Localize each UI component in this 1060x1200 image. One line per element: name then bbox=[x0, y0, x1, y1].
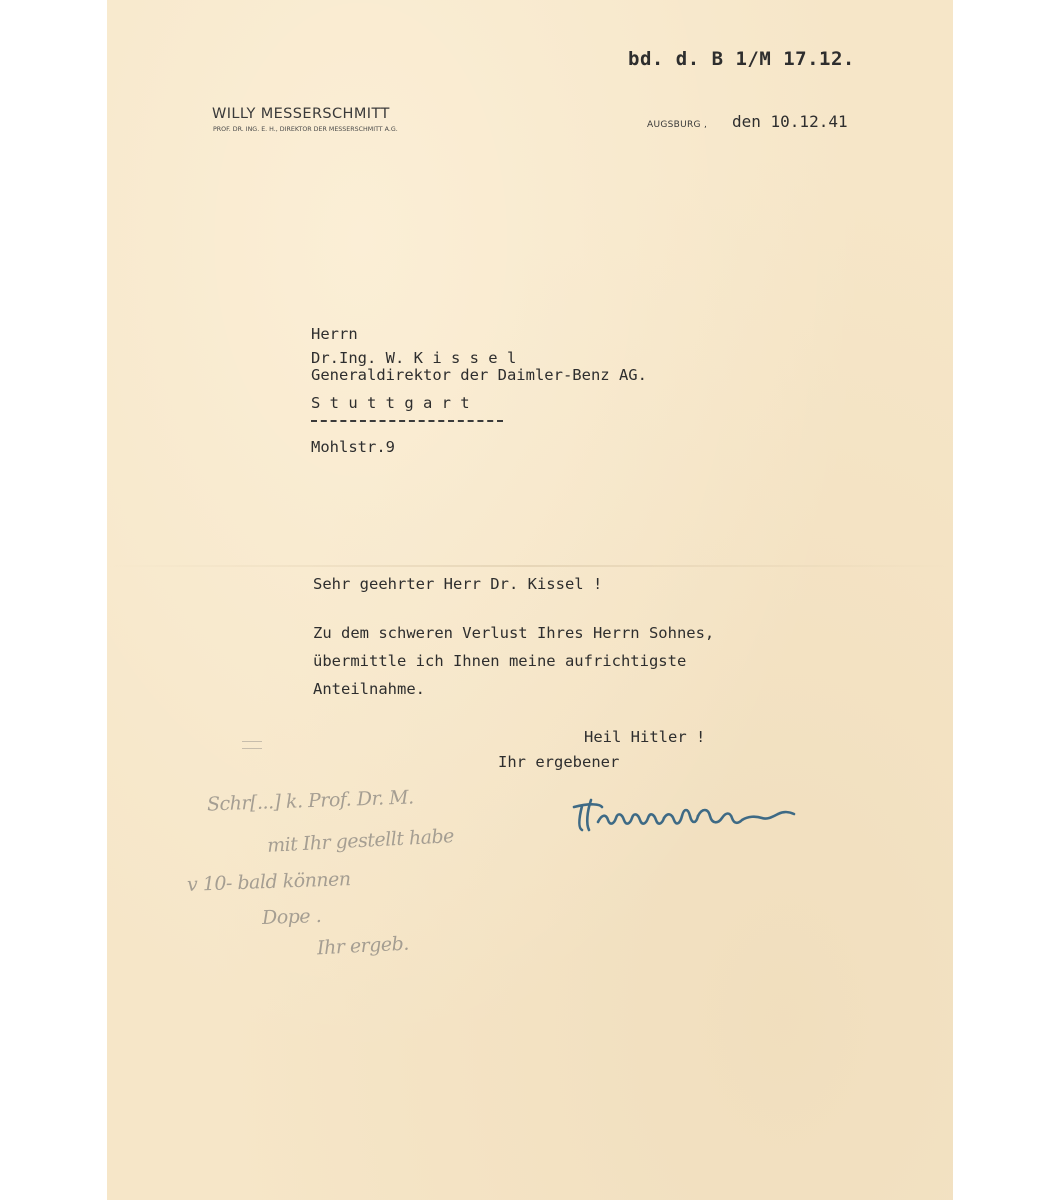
letterhead-subtitle: PROF. DR. ING. E. H., DIREKTOR DER MESSERSCHMITT A.G. bbox=[213, 126, 398, 133]
recipient-street: Mohlstr.9 bbox=[311, 438, 395, 456]
place: AUGSBURG , bbox=[647, 120, 708, 130]
letterhead-name: WILLY MESSERSCHMITT bbox=[212, 106, 390, 122]
greeting: Sehr geehrter Herr Dr. Kissel ! bbox=[313, 575, 603, 593]
pencil-note: Ihr ergeb. bbox=[316, 932, 410, 960]
date: den 10.12.41 bbox=[732, 112, 848, 131]
paper-fold bbox=[107, 565, 953, 567]
closing-salutation: Heil Hitler ! bbox=[584, 728, 706, 746]
pencil-note: mit Ihr gestellt habe bbox=[266, 825, 455, 857]
body-line: Anteilnahme. bbox=[313, 680, 425, 698]
handwritten-signature bbox=[572, 778, 822, 838]
recipient-salutation: Herrn bbox=[311, 325, 358, 343]
recipient-name: Dr.Ing. W. K i s s e l bbox=[311, 349, 517, 367]
closing-signoff: Ihr ergebener bbox=[498, 753, 620, 771]
pencil-note: Schr[...] k. Prof. Dr. M. bbox=[206, 786, 414, 816]
recipient-title: Generaldirektor der Daimler-Benz AG. bbox=[311, 366, 647, 384]
pencil-note: Dope . bbox=[261, 904, 322, 930]
body-line: übermittle ich Ihnen meine aufrichtigste bbox=[313, 652, 687, 670]
city-underline bbox=[311, 420, 503, 422]
body-line: Zu dem schweren Verlust Ihres Herrn Sohnes, bbox=[313, 624, 715, 642]
letter-page bbox=[107, 0, 953, 1200]
recipient-city: S t u t t g a r t bbox=[311, 394, 470, 412]
pencil-mark bbox=[242, 741, 262, 749]
reference-note: bd. d. B 1/M 17.12. bbox=[628, 48, 855, 70]
pencil-note: v 10- bald können bbox=[186, 868, 351, 896]
